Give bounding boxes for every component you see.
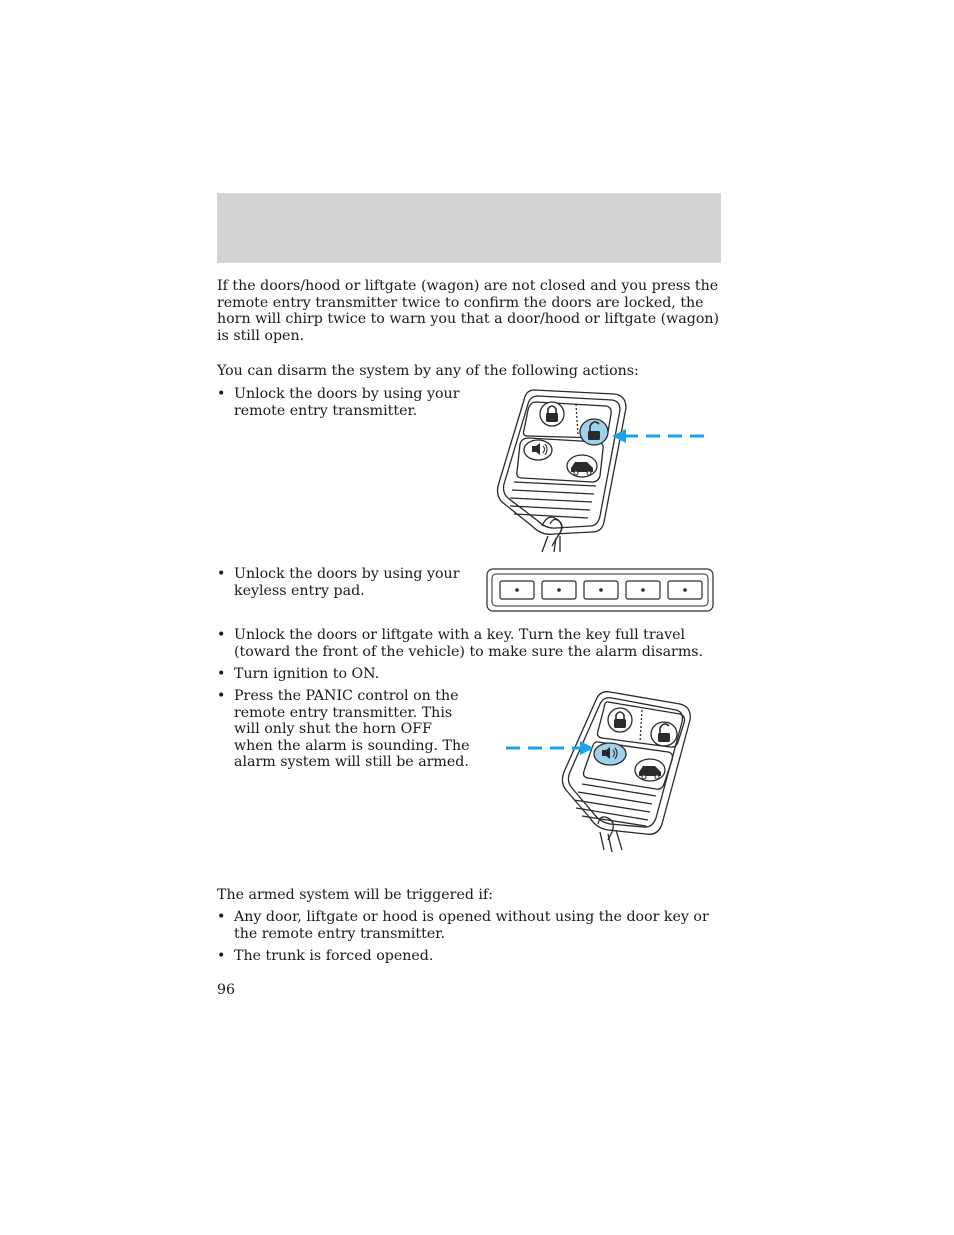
- panic-icon: [524, 440, 552, 460]
- trunk-icon: [567, 455, 597, 477]
- list-item-text: Press the PANIC control on the remote entry transmitter. This will only shut the horn OFF when the alarm is sounding. The alarm system will still be armed.: [234, 688, 470, 771]
- lock-icon: [608, 708, 632, 732]
- list-item-text: Unlock the doors by using your keyless entry pad.: [234, 566, 460, 599]
- bullet-dot: •: [217, 666, 226, 682]
- intro-paragraph: If the doors/hood or liftgate (wagon) are not closed and you press the remote entry transmitter twice to confirm the doors are locked, the horn will chirp twice to warn you that a door/hood or liftgate (wagon) is still open.: [217, 278, 720, 344]
- unlock-icon: [580, 419, 608, 445]
- bullet-dot: •: [217, 688, 226, 704]
- page-number: 96: [217, 982, 236, 998]
- panic-icon: [594, 743, 626, 765]
- list-item-text: Unlock the doors or liftgate with a key. Turn the key full travel (toward the front of the vehicle) to make sure the alarm disarms.: [234, 627, 704, 660]
- trunk-icon: [635, 759, 665, 781]
- keyless-entry-pad-illustration: [486, 568, 714, 612]
- bullet-dot: •: [217, 948, 226, 964]
- disarm-intro: You can disarm the system by any of the following actions:: [217, 363, 639, 379]
- unlock-icon: [651, 722, 677, 746]
- list-item-text: Any door, liftgate or hood is opened without using the door key or the remote entry transmitter.: [234, 909, 709, 942]
- lock-icon: [540, 402, 564, 426]
- section-header-band: [217, 193, 721, 263]
- bullet-dot: •: [217, 627, 226, 643]
- list-item-text: Unlock the doors by using your remote entry transmitter.: [234, 386, 460, 419]
- list-item-text: The trunk is forced opened.: [234, 948, 434, 964]
- bullet-dot: •: [217, 386, 226, 402]
- remote-transmitter-unlock-illustration: [494, 386, 706, 554]
- remote-transmitter-panic-illustration: [504, 690, 696, 858]
- bullet-dot: •: [217, 909, 226, 925]
- pointer-arrow: [506, 741, 594, 755]
- pointer-arrow: [612, 429, 704, 443]
- list-item-text: Turn ignition to ON.: [234, 666, 380, 682]
- bullet-dot: •: [217, 566, 226, 582]
- trigger-intro: The armed system will be triggered if:: [217, 887, 493, 903]
